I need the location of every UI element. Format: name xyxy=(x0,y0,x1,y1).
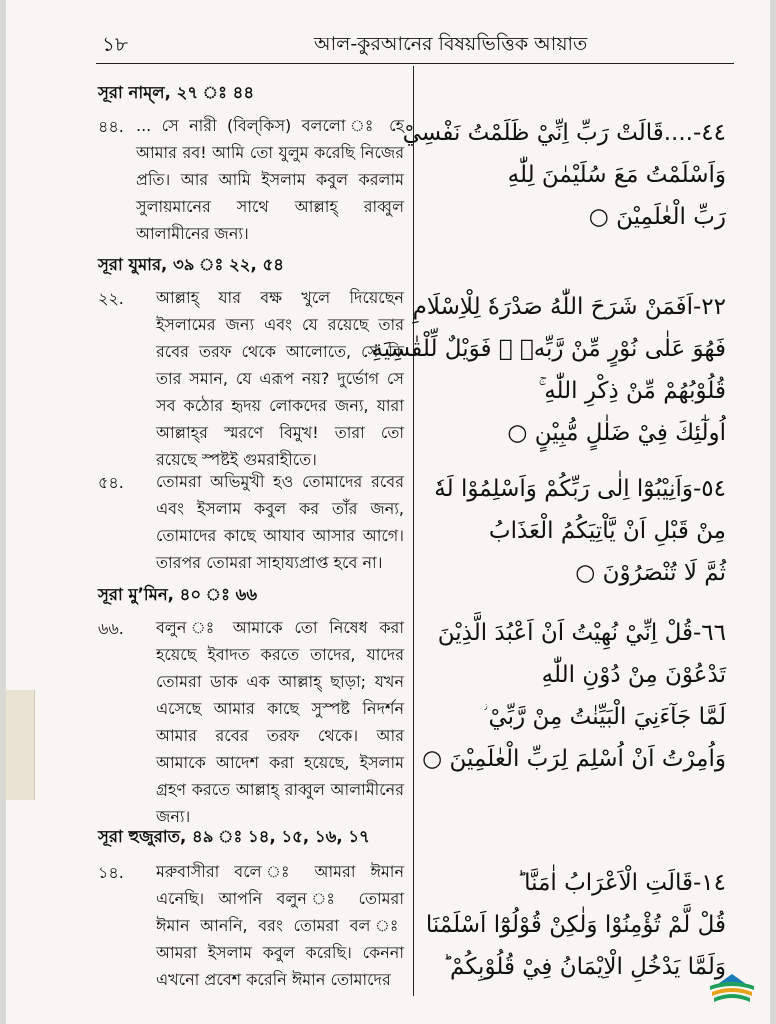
verse-translation: ... সে নারী (বিল্‌কিস) বললো ঃ হে আমার রব! আমি তো যুলুম করেছি নিজের প্রতি। আর আমি ইসলাম কবুল করলাম সুলায়মানের সাথে আল্লাহ্‌ রাব্বুল আলামীনের জন্য। xyxy=(136,116,404,243)
arabic-line: ٤٤-....قَالَتْ رَبِّ اِنِّيْ ظَلَمْتُ نَفْسِيْ xyxy=(402,120,726,146)
arabic-line: فَهُوَ عَلٰى نُوْرٍ مِّنْ رَّبِّهٖ ۚ فَوَيْلٌ لِّلْقٰسِيَةِ xyxy=(371,336,726,362)
surah-heading-naml: সূরা নাম্‌ল, ২৭ ঃ ৪৪ xyxy=(98,83,255,102)
arabic-verse-44 xyxy=(396,112,726,238)
surah-heading-zumar: সূরা যুমার, ৩৯ ঃ ২২, ৫৪ xyxy=(98,255,284,274)
arabic-line: وَاَسْلَمْتُ مَعَ سُلَيْمٰنَ لِلّٰهِ xyxy=(507,162,726,188)
arabic-line: وَلَمَّا يَدْخُلِ الْاِيْمَانُ فِيْ قُلُوْبِكُمْ ؕ xyxy=(442,954,726,980)
verse-number: ৬৬. xyxy=(98,619,124,638)
verse-number: ৪৪. xyxy=(98,117,124,136)
verse-translation: তোমরা অভিমুখী হও তোমাদের রবের এবং ইসলাম কবুল কর তাঁর জন্য, তোমাদের কাছে আযাব আসার আগে। তারপর তোমরা সাহায্যপ্রাপ্ত হবে না। xyxy=(156,472,404,572)
arabic-line: ٦٦-قُلْ اِنِّيْ نُهِيْتُ اَنْ اَعْبُدَ الَّذِيْنَ xyxy=(437,620,726,646)
verse-number: ৫৪. xyxy=(98,473,124,492)
arabic-line: تَدْعُوْنَ مِنْ دُوْنِ اللّٰهِ xyxy=(541,662,726,688)
running-title: আল-কুরআনের বিষয়ভিত্তিক আয়াত xyxy=(314,33,588,55)
book-logo-icon xyxy=(706,972,758,1008)
surah-heading-mumin: সূরা মু’মিন, ৪০ ঃ ৬৬ xyxy=(98,585,258,604)
arabic-verse-54 xyxy=(396,468,726,594)
arabic-line: لَمَّا جَآءَنِيَ الْبَيِّنٰتُ مِنْ رَّبِّيْ ؗ xyxy=(482,704,726,730)
book-page xyxy=(6,0,770,1024)
arabic-line: قُلُوْبُهُمْ مِّنْ ذِكْرِ اللّٰهِ ۚ xyxy=(538,378,726,404)
arabic-line: رَبِّ الْعٰلَمِيْنَ ○ xyxy=(588,204,726,230)
verse-translation: আল্লাহ্‌ যার বক্ষ খুলে দিয়েছেন ইসলামের জন্য এবং যে রয়েছে তার রবের তরফ থেকে আলোতে, সে কি তার সমান, যে এরূপ নয়? দুর্ভোগ সে সব কঠোর হৃদয় লোকদের জন্য, যারা আল্লাহ্‌র স্মরণে বিমুখ! তারা তো রয়েছে স্পষ্টই গুমরাহীতে। xyxy=(156,288,404,469)
arabic-line: ٥٤-وَاَنِيْبُوْٓا اِلٰى رَبِّكُمْ وَاَسْلِمُوْا لَهٗ xyxy=(434,476,726,502)
page-edge-tab xyxy=(6,690,35,800)
verse-translation: মরুবাসীরা বলে ঃ আমরা ঈমান এনেছি। আপনি বলুন ঃ তোমরা ঈমান আননি, বরং তোমরা বল ঃ আমরা ইসলাম কবুল করেছি। কেননা এখনো প্রবেশ করেনি ঈমান তোমাদের xyxy=(156,862,404,989)
surah-heading-hujurat: সূরা হুজুরাত, ৪৯ ঃ ১৪, ১৫, ১৬, ১৭ xyxy=(98,827,370,846)
arabic-verse-14 xyxy=(396,862,726,988)
page-number: ১৮ xyxy=(102,32,128,56)
verse-number: ২২. xyxy=(98,289,124,308)
arabic-line: اُولٰٓئِكَ فِيْ ضَلٰلٍ مُّبِيْنٍ ○ xyxy=(507,420,726,446)
verse-translation: বলুন ঃ আমাকে তো নিষেধ করা হয়েছে ইবাদত করতে তাদের, যাদের তোমরা ডাক এক আল্লাহ্‌ ছাড়া; যখন এসেছে আমার কাছে সুস্পষ্ট নিদর্শন আমার রবের তরফ থেকে। আর আমাকে আদেশ করা হয়েছে, ইসলাম গ্রহণ করতে আল্লাহ্‌ রাব্বুল আলামীনের জন্য। xyxy=(156,618,404,826)
verse-number: ১৪. xyxy=(98,863,124,882)
arabic-line: ٢٢-اَفَمَنْ شَرَحَ اللّٰهُ صَدْرَهٗ لِلْاِسْلَامِ xyxy=(412,294,726,320)
arabic-line: وَاُمِرْتُ اَنْ اُسْلِمَ لِرَبِّ الْعٰلَمِيْنَ ○ xyxy=(422,746,726,772)
arabic-verse-22 xyxy=(371,286,726,454)
arabic-line: قُلْ لَّمْ تُؤْمِنُوْا وَلٰكِنْ قُوْلُوْٓا اَسْلَمْنَا xyxy=(425,912,726,938)
arabic-line: ١٤-قَالَتِ الْاَعْرَابُ اٰمَنَّا ؕ xyxy=(516,870,726,896)
arabic-verse-66 xyxy=(396,612,726,780)
arabic-line: ثُمَّ لَا تُنْصَرُوْنَ ○ xyxy=(575,560,726,586)
arabic-line: مِنْ قَبْلِ اَنْ يَّاْتِيَكُمُ الْعَذَابُ xyxy=(488,518,726,544)
header-rule xyxy=(96,63,734,64)
